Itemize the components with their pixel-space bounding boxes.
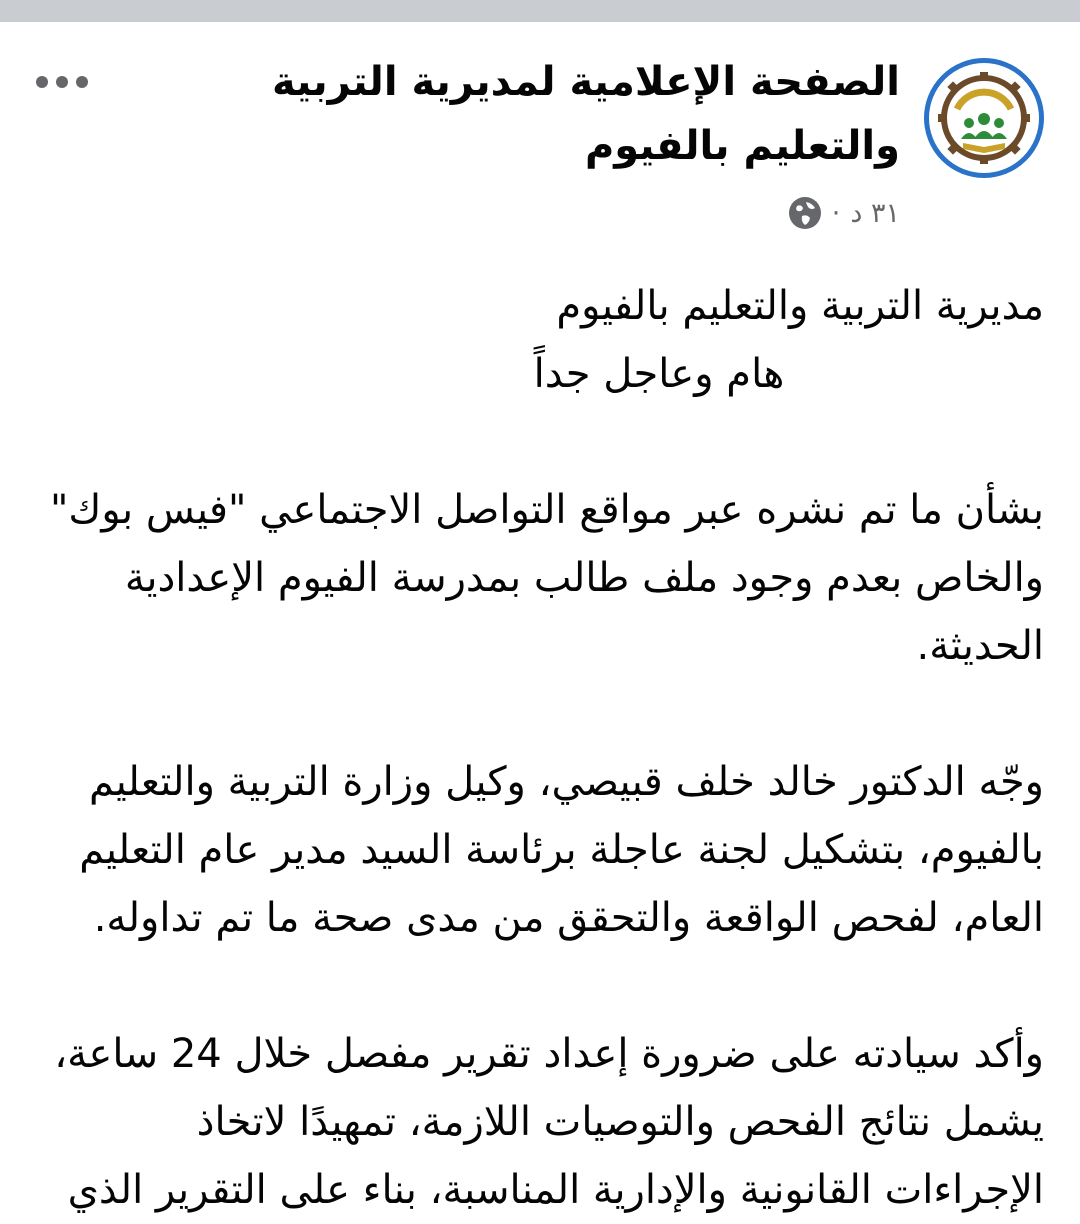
top-strip (0, 0, 1080, 22)
post-meta (788, 196, 900, 230)
post-urgent-line: هام وعاجل جداً (533, 351, 785, 397)
post-heading-line: مديرية التربية والتعليم بالفيوم (556, 283, 1044, 329)
more-dot (76, 76, 88, 88)
post-time[interactable]: ٣١ د (850, 197, 900, 229)
post-paragraph: بشأن ما تم نشره عبر مواقع التواصل الاجتماعي "فيس بوك" والخاص بعدم وجود ملف طالب بمدرسة الفيوم الإعدادية الحديثة. (49, 487, 1044, 669)
post-paragraph: وجّه الدكتور خالد خلف قبيصي، وكيل وزارة التربية والتعليم بالفيوم، بتشكيل لجنة عاجلة برئاسة السيد مدير عام التعليم العام، لفحص الواقعة والتحقق من مدى صحة ما تم تداوله. (79, 759, 1044, 941)
more-horizontal-icon (36, 76, 48, 88)
directorate-logo-icon (929, 63, 1039, 173)
page-name-link[interactable]: الصفحة الإعلامية لمديرية التربية والتعليم بالفيوم (271, 59, 900, 169)
post-more-button[interactable] (24, 60, 100, 104)
more-dot (56, 76, 68, 88)
post-body (34, 272, 1044, 1224)
meta-separator: · (831, 197, 841, 229)
globe-icon[interactable] (788, 196, 822, 230)
page-avatar[interactable] (924, 58, 1044, 178)
post-paragraph: وأكد سيادته على ضرورة إعداد تقرير مفصل خلال 24 ساعة، يشمل نتائج الفحص والتوصيات اللازمة، تمهيدًا لاتخاذ الإجراءات القانونية والإدارية المناسبة، بناء على التقرير الذي (54, 1031, 1044, 1213)
